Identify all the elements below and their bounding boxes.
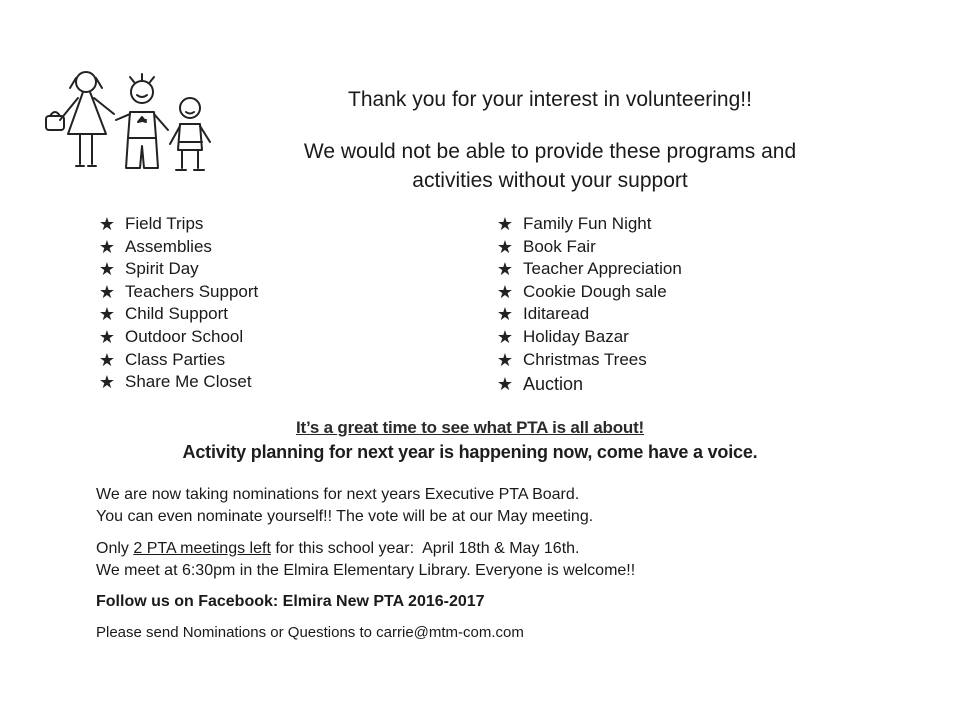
- programs-list-right: [494, 213, 682, 396]
- list-item: [494, 349, 682, 372]
- star-icon: ★: [496, 374, 514, 395]
- list-item: [96, 236, 258, 259]
- list-item-label: Cookie Dough sale: [523, 281, 667, 301]
- list-item: [96, 371, 258, 394]
- list-item: [494, 236, 682, 259]
- support-heading: [200, 137, 900, 195]
- nominations-line-1: We are now taking nominations for next years Executive PTA Board.: [96, 486, 580, 503]
- star-icon: ★: [98, 281, 116, 302]
- contact-line: Please send Nominations or Questions to carrie@mtm-com.com: [96, 624, 524, 641]
- programs-list-left: [96, 213, 258, 394]
- meetings-paragraph: [96, 538, 635, 581]
- meetings-line-1: [96, 538, 635, 560]
- list-item: [96, 281, 258, 304]
- list-item: [96, 258, 258, 281]
- list-item: [96, 213, 258, 236]
- meetings-line-2: We meet at 6:30pm in the Elmira Elementary Library. Everyone is welcome!!: [96, 561, 636, 579]
- meetings-prefix: Only: [96, 540, 134, 557]
- thank-you-heading: Thank you for your interest in volunteering!!: [348, 88, 752, 111]
- star-icon: ★: [98, 372, 116, 393]
- meetings-left-emphasis: 2 PTA meetings left: [133, 540, 271, 557]
- list-item-label: Class Parties: [125, 349, 226, 369]
- list-item: [494, 258, 682, 281]
- star-icon: ★: [496, 326, 514, 347]
- list-item-label: Spirit Day: [125, 259, 199, 279]
- nominations-line-2: You can even nominate yourself!! The vote will be at our May meeting.: [96, 507, 594, 525]
- star-icon: ★: [98, 259, 116, 280]
- list-item-label: Assemblies: [125, 236, 212, 256]
- star-icon: ★: [496, 214, 514, 234]
- star-icon: ★: [496, 349, 514, 370]
- list-item-label: Share Me Closet: [125, 372, 252, 392]
- list-item-label: Child Support: [125, 304, 229, 324]
- list-item: [494, 303, 682, 326]
- nominations-paragraph: [96, 484, 593, 527]
- list-item: [96, 326, 258, 349]
- list-item: [494, 281, 682, 304]
- list-item-label: Holiday Bazar: [523, 326, 629, 346]
- list-item-label: Teachers Support: [125, 281, 259, 301]
- list-item-label: Book Fair: [523, 236, 596, 256]
- list-item-label: Field Trips: [125, 214, 204, 233]
- list-item-label: Outdoor School: [125, 326, 244, 346]
- star-icon: ★: [98, 304, 116, 325]
- planning-subtagline: Activity planning for next year is happening now, come have a voice.: [182, 442, 758, 462]
- list-item-label: Auction: [523, 374, 584, 395]
- star-icon: ★: [98, 236, 116, 257]
- list-item-label: Christmas Trees: [523, 349, 647, 369]
- list-item: [494, 326, 682, 349]
- star-icon: ★: [98, 349, 116, 370]
- list-item: [96, 349, 258, 372]
- list-item: [494, 373, 682, 396]
- support-line-2: activities without your support: [412, 169, 688, 192]
- list-item: [494, 213, 682, 236]
- star-icon: ★: [98, 214, 116, 234]
- star-icon: ★: [98, 326, 116, 347]
- list-item-label: Family Fun Night: [523, 214, 652, 233]
- star-icon: ★: [496, 304, 514, 325]
- star-icon: ★: [496, 281, 514, 302]
- support-line-1: We would not be able to provide these programs and: [303, 140, 797, 163]
- star-icon: ★: [496, 259, 514, 280]
- list-item-label: Teacher Appreciation: [523, 259, 682, 279]
- list-item-label: Iditaread: [523, 304, 590, 324]
- meetings-dates: for this school year: April 18th & May 16th.: [270, 540, 580, 557]
- star-icon: ★: [496, 236, 514, 257]
- pta-tagline: It’s a great time to see what PTA is all about!: [296, 418, 644, 437]
- facebook-line: Follow us on Facebook: Elmira New PTA 2016-2017: [96, 593, 485, 610]
- list-item: [96, 303, 258, 326]
